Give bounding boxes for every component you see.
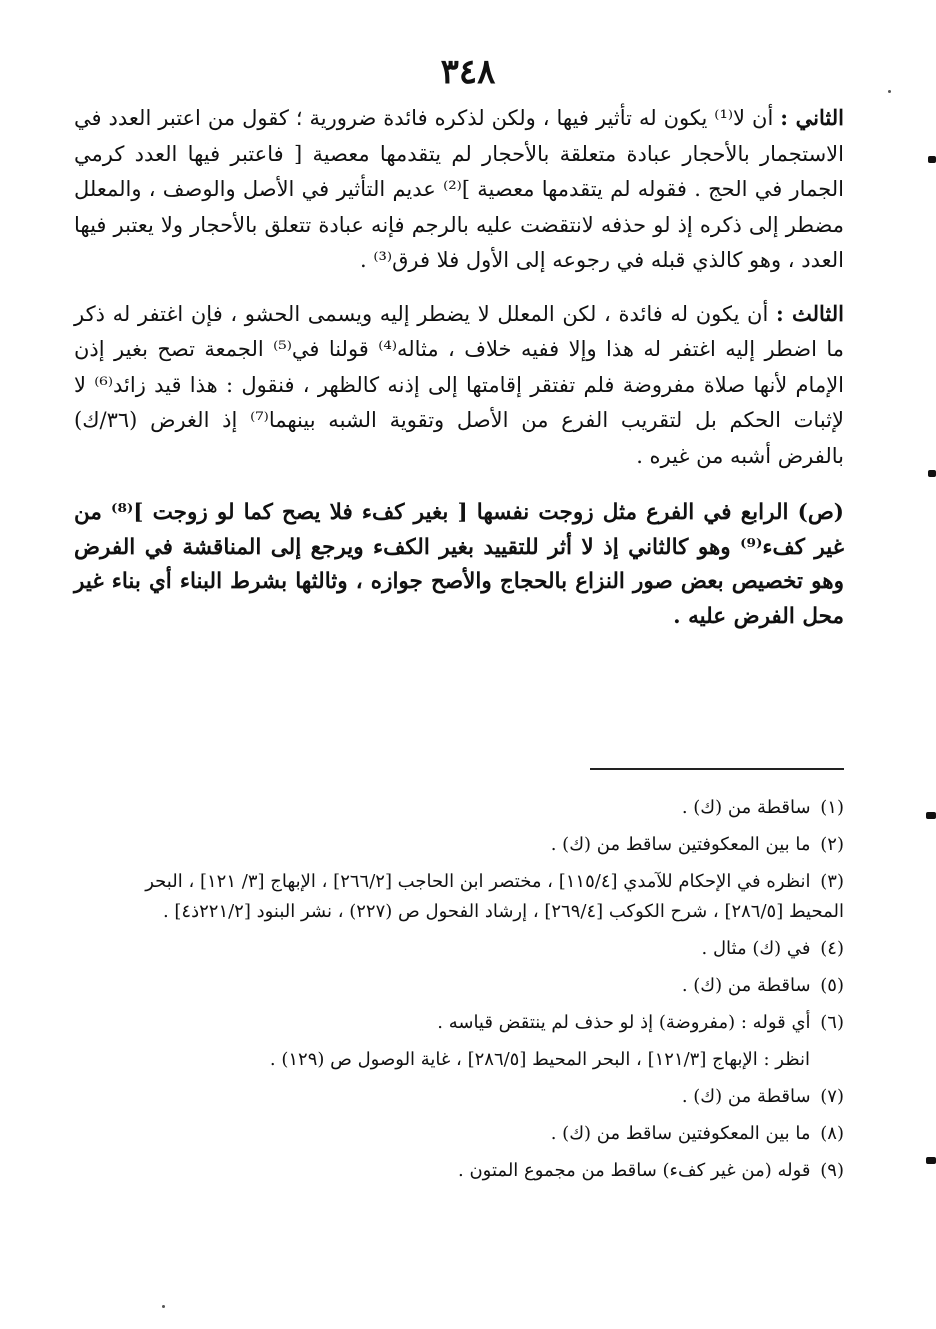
- footnote-number: (٩): [820, 1160, 844, 1181]
- scan-edge-mark: [928, 470, 936, 477]
- footnote-text: انظره في الإحكام للآمدي [١١٥/٤] ، مختصر ابن الحاجب [٢٦٦/٢] ، الإبهاج [٣/ ١٢١] ، البحر المحيط [٢٨٦/٥] ، شرح الكوكب [٢٦٩/٤] ، إرشاد الفحول ص (٢٢٧) ، نشر البنود [٢٢١/٢ذ٤] .: [145, 871, 844, 922]
- footnote-text: انظر : الإبهاج [١٢١/٣] ، البحر المحيط [٢٨٦/٥] ، غاية الوصول ص (١٢٩) .: [269, 1049, 810, 1070]
- footnote-text: ما بين المعكوفتين ساقط من (ك) .: [550, 1123, 811, 1144]
- main-text: [74, 100, 844, 651]
- scan-edge-mark: [926, 812, 936, 819]
- page-number: ٣٤٨: [440, 52, 496, 92]
- paragraph-second: [74, 100, 844, 279]
- footnote-number: (٤): [820, 938, 844, 959]
- footnote-text: في (ك) مثال .: [701, 938, 811, 959]
- footnote-text: أي قوله : (مفروضة) إذ لو حذف لم ينتقض قياسه .: [437, 1012, 811, 1033]
- paragraph-body: أن لا⁽¹⁾ يكون له تأثير فيها ، ولكن لذكره فائدة ضرورية ؛ كقول من اعتبر العدد في الاستجمار بالأحجار عبادة متعلقة بالأحجار لم يتقدمها معصية [ فاعتبر فيها العدد كرمي الجمار في الحج . فقوله لم يتقدمها معصية ]⁽²⁾ عديم التأثير في الأصل والوصف ، والمعلل مضطر إلى ذكره إذ لو حذفه لانتقضت عليه بالرجم فإنه عبادة تتعلق بالأحجار ولا يعتبر فيها العدد ، وهو كالذي قبله في رجوعه إلى الأول فلا فرق⁽³⁾ .: [74, 106, 845, 272]
- footnote-item: [120, 793, 844, 823]
- footnote-divider: [590, 768, 844, 770]
- footnote-number: (٦): [820, 1012, 844, 1033]
- footnote-item: [120, 1119, 844, 1149]
- footnote-number: (٣): [820, 871, 844, 892]
- footnote-number: (٢): [820, 834, 844, 855]
- footnote-item: [120, 934, 844, 964]
- footnote-item: [120, 971, 844, 1001]
- scan-edge-mark: [926, 1157, 936, 1164]
- paragraph-lead: الثالث :: [775, 300, 844, 326]
- footnote-text: ساقطة من (ك) .: [681, 1086, 811, 1107]
- paragraph-fourth-matn: [74, 496, 844, 634]
- paragraph-lead: الثاني :: [780, 105, 844, 130]
- footnote-item: [120, 1156, 844, 1186]
- paragraph-third: [74, 296, 844, 475]
- scan-edge-mark: [928, 156, 936, 163]
- footnote-number: (٥): [820, 975, 844, 996]
- footnote-number: (٨): [820, 1123, 844, 1144]
- footnote-item: [120, 1082, 844, 1112]
- scan-dust: [888, 90, 891, 93]
- scan-dust: [162, 1305, 165, 1308]
- footnotes: [120, 793, 844, 1193]
- footnote-item: [120, 830, 844, 860]
- paragraph-body: أن يكون له فائدة ، لكن المعلل لا يضطر إليه ويسمى الحشو ، فإن اغتفر له ذكر ما اضطر إليه اغتفر له هذا وإلا ففيه خلاف ، مثاله⁽⁴⁾ قولنا في⁽⁵⁾ الجمعة تصح بغير إذن الإمام لأنها صلاة مفروضة فلم تفتقر إقامتها إلى إذنه كالظهر ، فنقول : هذا قيد زائد⁽⁶⁾ لا لإثبات الحكم بل لتقريب الفرع من الأصل وتقوية الشبه بينهما⁽⁷⁾ إذ الغرض (٣٦/ك) بالفرض أشبه من غيره .: [74, 301, 845, 468]
- paragraph-body: الرابع في الفرع مثل زوجت نفسها [ بغير كفء فلا يصح كما لو زوجت ]⁽⁸⁾ من غير كفء⁽⁹⁾ وهو كالثاني إذ لا أثر للتقييد بغير الكفء ويرجع إلى المناقشة في الفرض وهو تخصيص بعض صور النزاع بالحجاج والأصح جوازه ، وثالثها بشرط البناء أي بناء غير محل الفرض عليه .: [74, 500, 844, 629]
- footnote-text: قوله (من غير كفء) ساقط من مجموع المتون .: [458, 1160, 811, 1181]
- footnote-number: (١): [820, 797, 844, 818]
- footnote-text: ما بين المعكوفتين ساقط من (ك) .: [550, 834, 811, 855]
- footnote-text: ساقطة من (ك) .: [681, 797, 811, 818]
- footnote-text: ساقطة من (ك) .: [681, 975, 811, 996]
- paragraph-lead: (ص): [797, 500, 844, 525]
- footnote-item: [120, 1008, 844, 1038]
- footnote-continuation: [120, 1045, 844, 1075]
- footnote-number: (٧): [820, 1086, 844, 1107]
- footnote-item: [120, 867, 844, 927]
